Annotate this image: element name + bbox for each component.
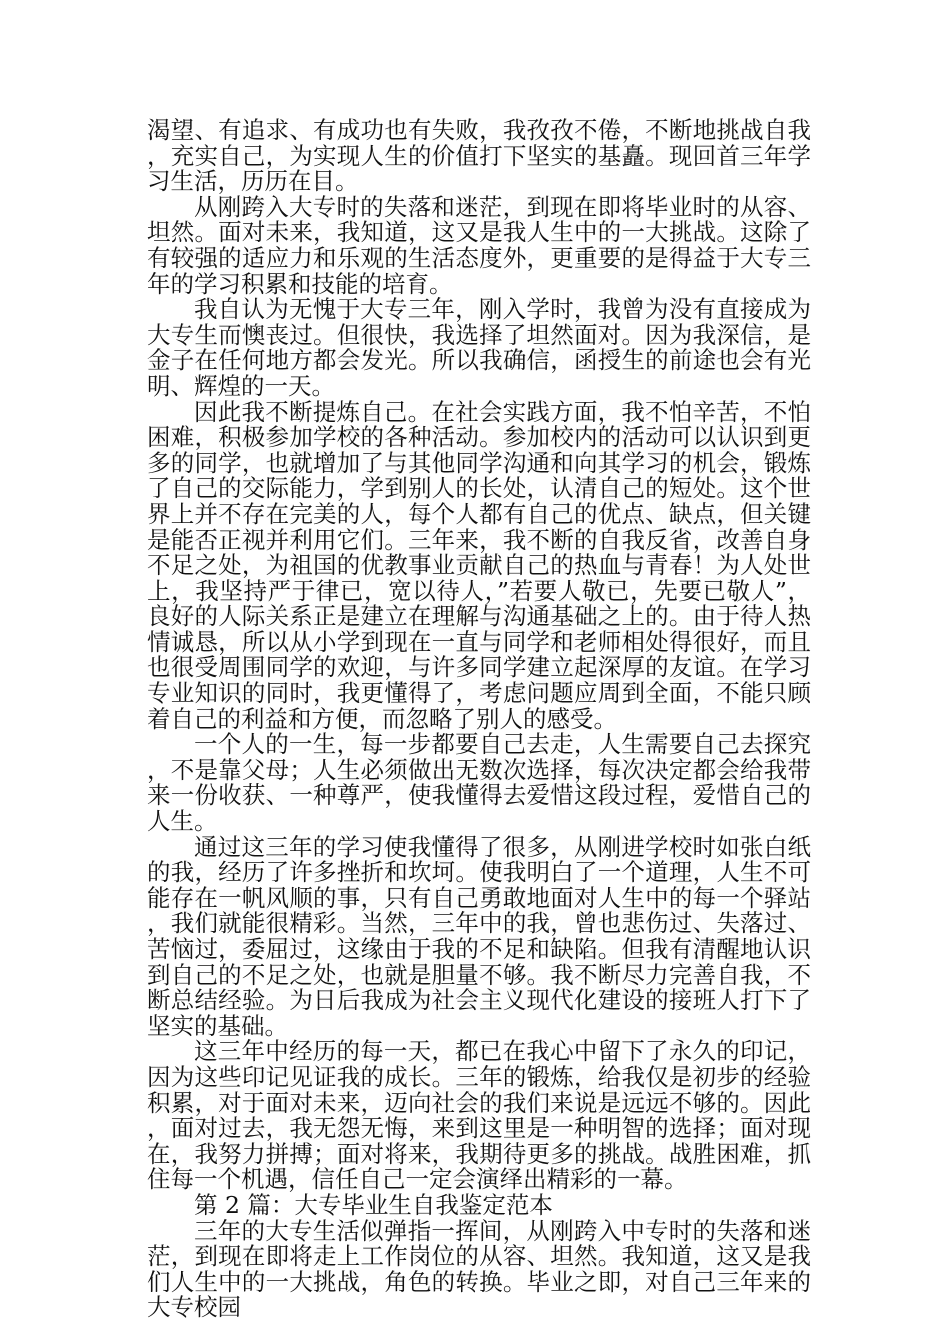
paragraph-continued: 渴望、有追求、有成功也有失败，我孜孜不倦，不断地挑战自我，充实自己，为实现人生的价值打下坚实的基矗。现回首三年学习生活，历历在目。 xyxy=(147,116,811,196)
paragraph-self-assessment: 我自认为无愧于大专三年，刚入学时，我曾为没有直接成为大专生而懊丧过。但很快，我选择了坦然面对。因为我深信，是金子在任何地方都会发光。所以我确信，函授生的前途也会有光明、辉煌的一天。 xyxy=(147,295,811,400)
paragraph-transition: 从刚跨入大专时的失落和迷茫，到现在即将毕业时的从容、坦然。面对未来，我知道，这又是我人生中的一大挑战。这除了有较强的适应力和乐观的生活态度外，更重要的是得益于大专三年的学习积累和技能的培育。 xyxy=(147,192,811,298)
document-body xyxy=(147,118,811,1321)
section-heading: 第 2 篇：大专毕业生自我鉴定范本 xyxy=(194,1190,553,1219)
paragraph-lessons-learned: 通过这三年的学习使我懂得了很多，从刚进学校时如张白纸的我，经历了许多挫折和坎坷。使我明白了一个道理，人生不可能存在一帆风顺的事，只有自己勇敢地面对人生中的每一个驿站，我们就能很精彩。当然，三年中的我，曾也悲伤过、失落过、苦恼过，委屈过，这缘由于我的不足和缺陷。但我有清醒地认识到自己的不足之处，也就是胆量不够。我不断尽力完善自我，不断总结经验。为日后我成为社会主义现代化建设的接班人打下了坚实的基础。 xyxy=(147,832,811,1040)
paragraph-section-2-intro: 三年的大专生活似弹指一挥间，从刚跨入中专时的失落和迷茫，到现在即将走上工作岗位的从容、坦然。我知道，这又是我们人生中的一大挑战，角色的转换。毕业之即，对自己三年来的大专校园 xyxy=(147,1216,811,1322)
paragraph-conclusion: 这三年中经历的每一天，都已在我心中留下了永久的印记，因为这些印记见证我的成长。三年的锻炼，给我仅是初步的经验积累，对于面对未来，迈向社会的我们来说是远远不够的。因此，面对过去，我无怨无悔，来到这里是一种明智的选择；面对现在，我努力拼搏；面对将来，我期待更多的挑战。战胜困难，抓住每一个机遇，信任自己一定会演绎出精彩的一幕。 xyxy=(147,1037,811,1194)
paragraph-self-improvement: 因此我不断提炼自己。在社会实践方面，我不怕辛苦，不怕困难，积极参加学校的各种活动。参加校内的活动可以认识到更多的同学，也就增加了与其他同学沟通和向其学习的机会，锻炼了自己的交际能力，学到别人的长处，认清自己的短处。这个世界上并不存在完美的人，每个人都有自己的优点、缺点，但关键是能否正视并利用它们。三年来，我不断的自我反省，改善自身不足之处，为祖国的优教事业贡献自己的热血与青春！为人处世上，我坚持严于律已，宽以待人，”若要人敬已，先要已敬人”，良好的人际关系正是建立在理解与沟通基础之上的。由于待人热情诚恳，所以从小学到现在一直与同学和老师相处得很好，而且也很受周围同学的欢迎，与许多同学建立起深厚的友谊。在学习专业知识的同时，我更懂得了，考虑问题应周到全面，不能只顾着自己的利益和方便，而忽略了别人的感受。 xyxy=(147,397,811,733)
paragraph-life-choices: 一个人的一生，每一步都要自己去走，人生需要自己去探究，不是靠父母；人生必须做出无数次选择，每次决定都会给我带来一份收获、一种尊严，使我懂得去爱惜这段过程，爱惜自己的人生。 xyxy=(147,730,811,836)
